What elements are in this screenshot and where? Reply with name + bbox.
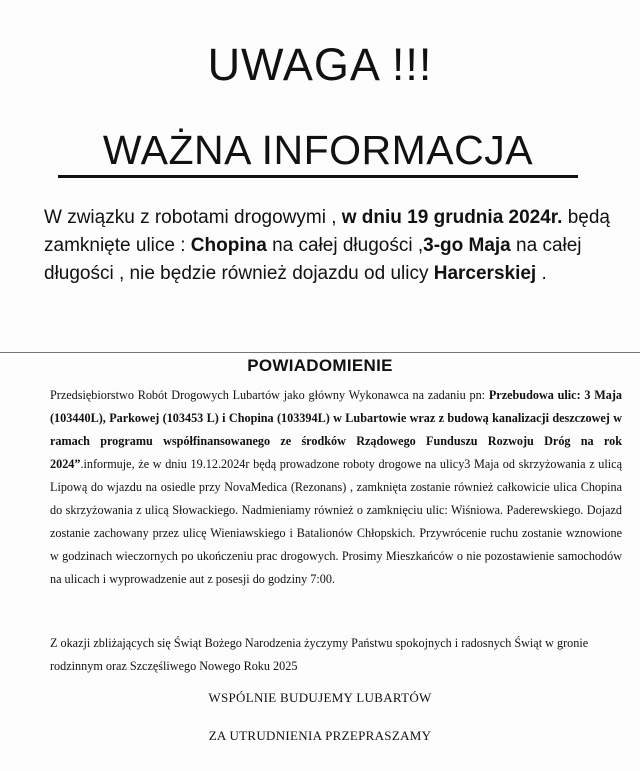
summary-text: W związku z robotami drogowymi , bbox=[44, 207, 337, 228]
notice-body-text: Przedsiębiorstwo Robót Drogowych Lubartów jako główny Wykonawca na zadaniu pn: bbox=[50, 388, 486, 402]
page-subtitle: WAŻNA INFORMACJA bbox=[58, 128, 578, 178]
road-closure-summary bbox=[44, 204, 624, 288]
street-harcerskiej: Harcerskiej bbox=[433, 263, 537, 284]
street-3-maja: 3-go Maja bbox=[423, 235, 511, 256]
notice-body-text: .informuje, że w dniu 19.12.2024r będą prowadzone roboty drogowe na ulicy3 Maja od skrzyżowania z ulicą Lipową do wjazdu na osiedle przy NovaMedica (Rezonans) , zamknięta zostanie również całkowicie ulica Chopina do skrzyżowania z ulicą Słowackiego. Nadmieniamy również o zamknięciu ulic: Wiśniowa. Paderewskiego. Dojazd zostanie zachowany przez ulicę Wieniawskiego i Batalionów Chłopskich. Przywrócenie ruchu zostanie wznowione w godzinach wieczornych po ukończeniu prac drogowych. Prosimy Mieszkańców o nie pozostawienie samochodów na ulicach i wyprowadzenie aut z posesji do godziny 7:00. bbox=[50, 457, 622, 586]
footer-apology: ZA UTRUDNIENIA PRZEPRASZAMY bbox=[208, 728, 432, 743]
summary-text: będą zamknięte ulice : bbox=[44, 207, 610, 256]
notice-body bbox=[50, 384, 622, 591]
summary-text: na całej długości , nie będzie również dojazdu od ulicy bbox=[44, 235, 582, 284]
summary-text: . bbox=[541, 263, 547, 284]
holiday-greeting: Z okazji zbliżających się Świąt Bożego Narodzenia życzymy Państwu spokojnych i radosnych Świąt w gronie rodzinnym oraz Szczęśliwego Nowego Roku 2025 bbox=[50, 636, 589, 673]
notice-heading: POWIADOMIENIE bbox=[247, 356, 393, 375]
summary-text: na całej długości , bbox=[272, 235, 424, 256]
project-name: Przebudowa ulic: 3 Maja (103440L), Parkowej (103453 L) i Chopina (103394L) w Lubartowie wraz z budową kanalizacji deszczowej w ramach programu współfinansowanego ze środków Rządowego Funduszu Rozwoju Dróg na rok 2024” bbox=[50, 388, 623, 471]
page-title: UWAGA !!! bbox=[207, 39, 433, 90]
street-chopina: Chopina bbox=[190, 235, 267, 256]
summary-date: w dniu 19 grudnia 2024r. bbox=[341, 207, 563, 228]
section-divider bbox=[0, 352, 640, 353]
footer-slogan: WSPÓLNIE BUDUJEMY LUBARTÓW bbox=[208, 690, 432, 705]
